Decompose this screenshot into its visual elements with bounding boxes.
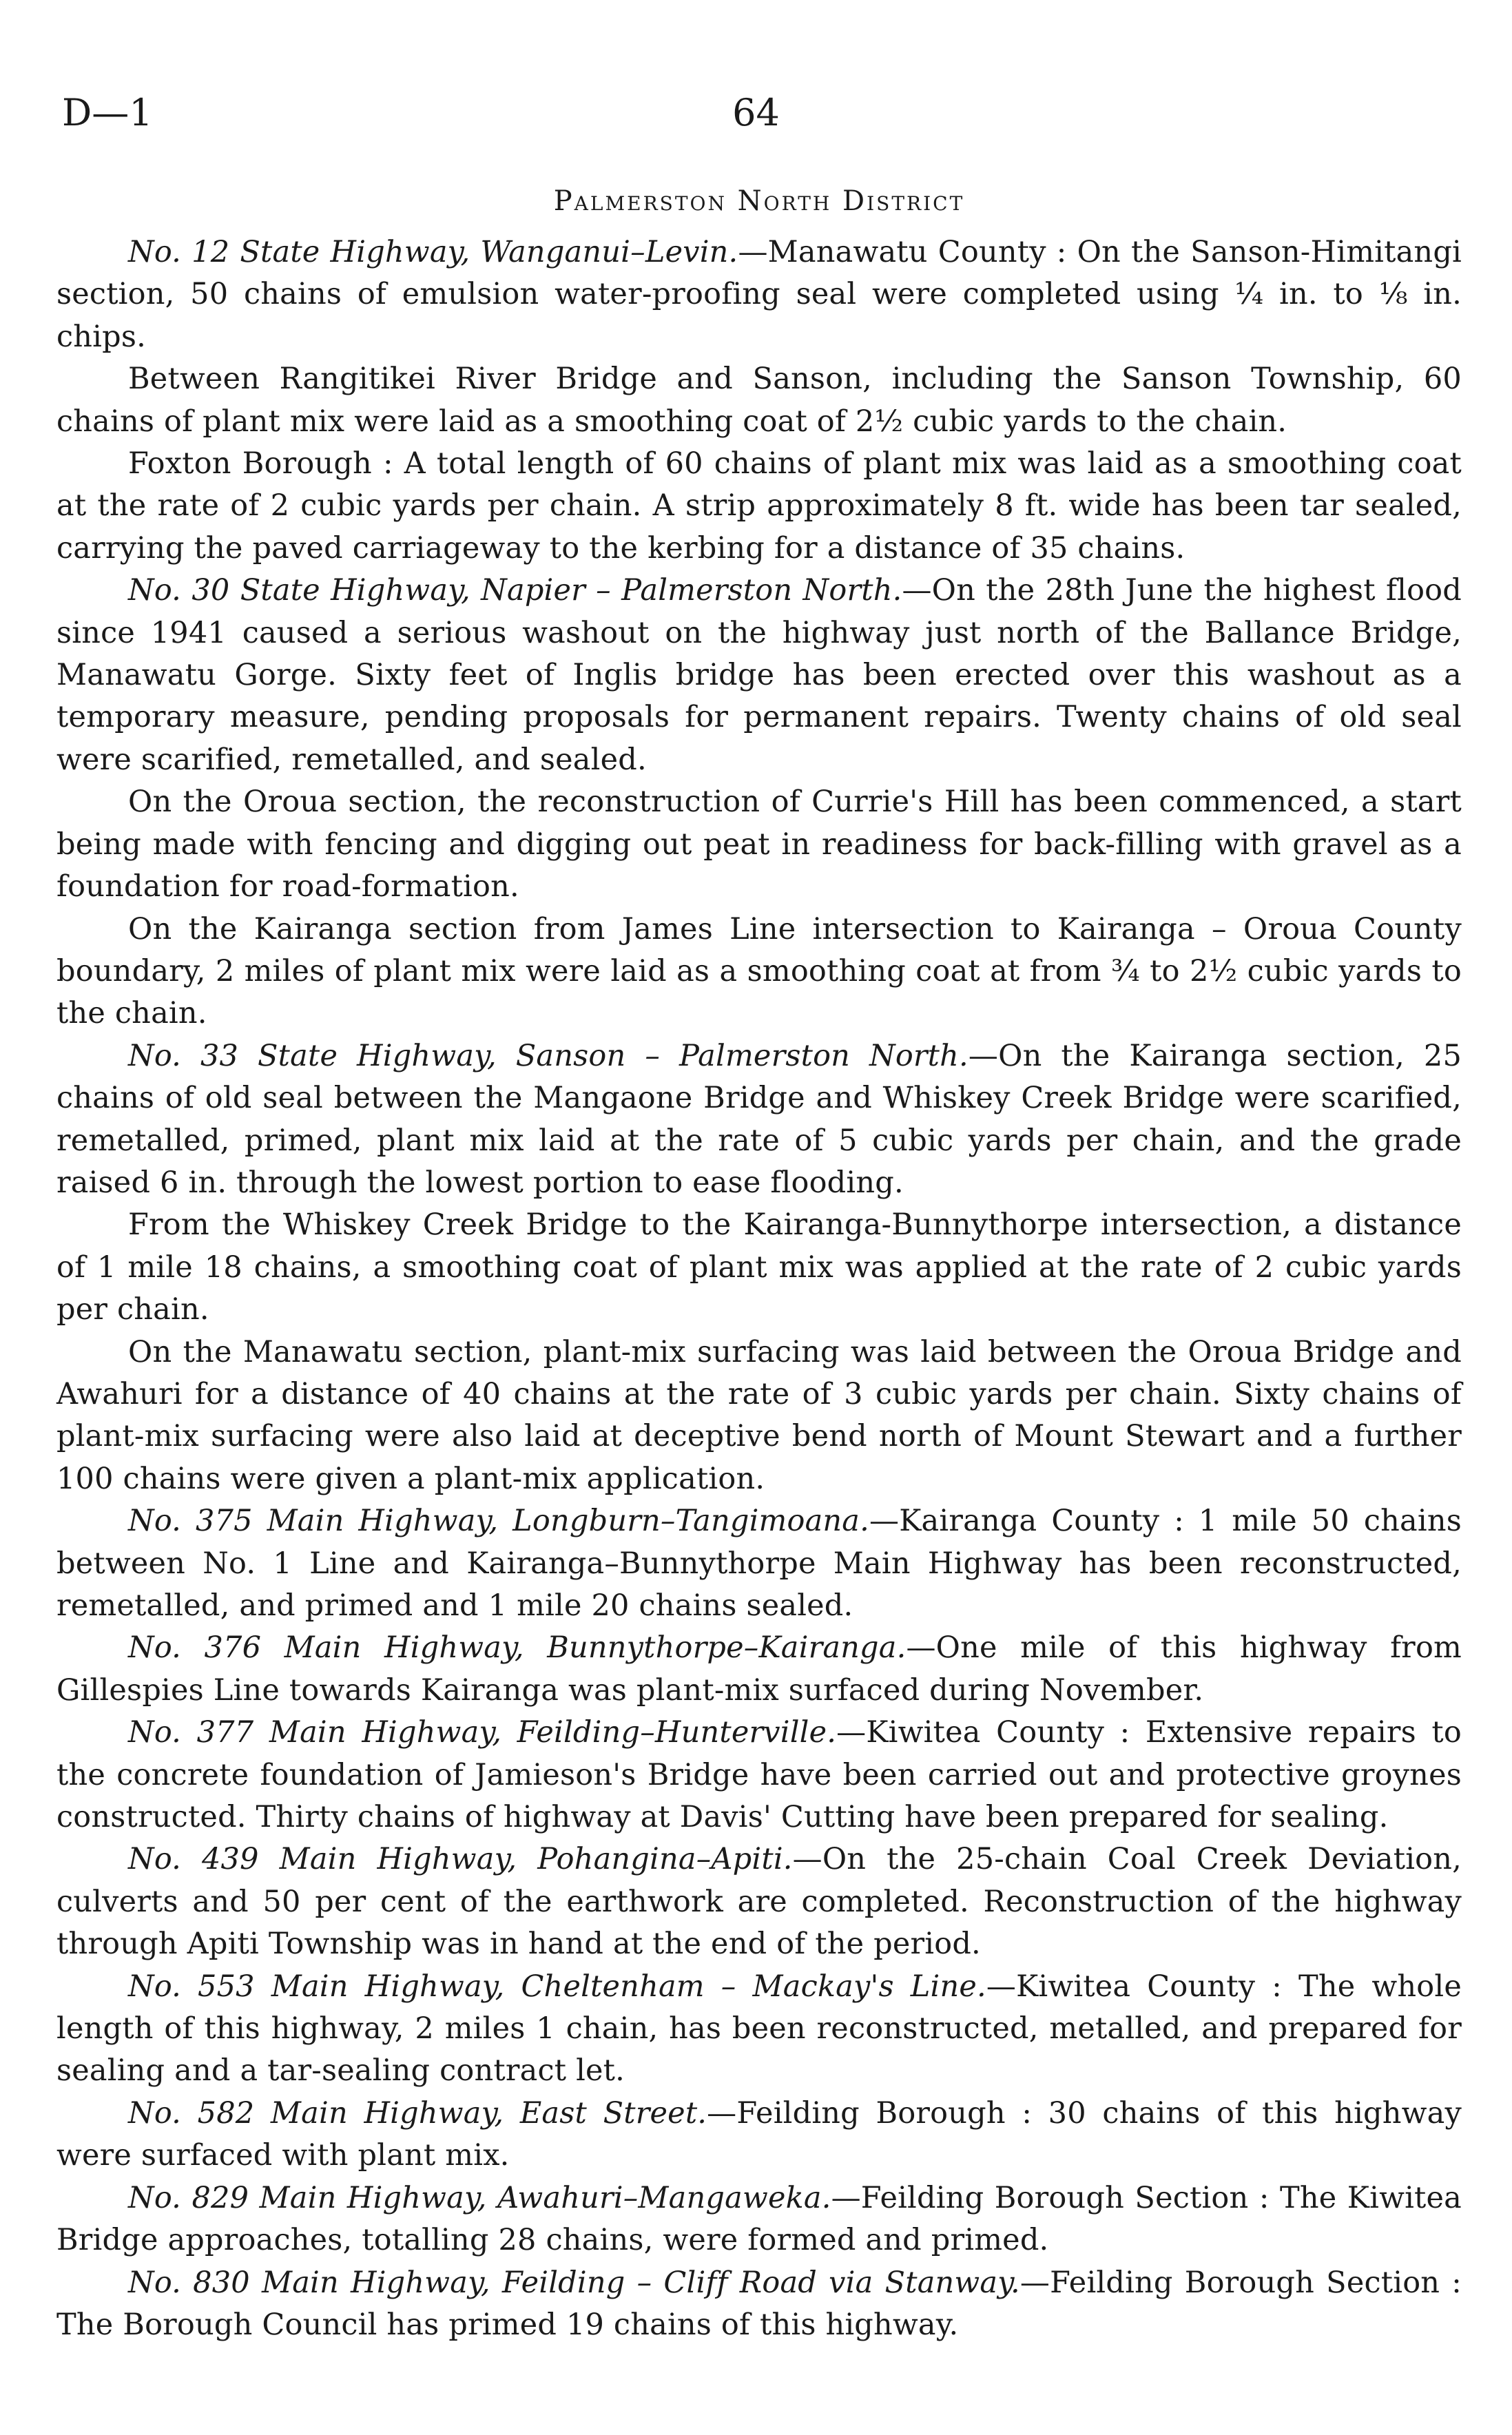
- paragraph: [56, 2177, 1462, 2262]
- route-label: No. 12 State Highway, Wanganui–Levin.: [128, 235, 738, 269]
- paragraph: [56, 1204, 1462, 1331]
- section-heading: Palmerston North District: [553, 185, 965, 217]
- route-label: No. 376 Main Highway, Bunnythorpe–Kairanga.: [128, 1630, 907, 1666]
- paragraph-text: —On the 28th June the highest flood since 1941 caused a serious washout on the highway just north of the Ballance Bridge, Manawatu Gorge. Sixty feet of Inglis bridge has been erected over this washout as a temporary measure, pending proposals for permanent repairs. Twenty chains of old seal were scarified, remetalled, and sealed.: [56, 573, 1462, 777]
- page-reference: D—1: [62, 91, 153, 134]
- route-label: No. 375 Main Highway, Longburn–Tangimoana.: [128, 1504, 870, 1539]
- paragraph-text: —On the 25-chain Coal Creek Deviation, culverts and 50 per cent of the earthwork are completed. Reconstruction of the highway through Apiti Township was in hand at the end of the period.: [56, 1842, 1462, 1962]
- paragraph: [56, 1712, 1462, 1838]
- paragraph-text: —Kiwitea County : The whole length of this highway, 2 miles 1 chain, has been reconstructed, metalled, and prepared for sealing and a tar-sealing contract let.: [56, 1969, 1462, 2089]
- paragraph: [56, 1035, 1462, 1205]
- paragraph-text: On the Oroua section, the reconstruction of Currie's Hill has been commenced, a start being made with fencing and digging out peat in readiness for back-filling with gravel as a foundation for road-formation.: [56, 785, 1462, 904]
- route-label: No. 30 State Highway, Napier – Palmerston North.: [128, 573, 902, 608]
- route-label: No. 553 Main Highway, Cheltenham – Mackay's Line.: [128, 1969, 986, 2004]
- route-label: No. 829 Main Highway, Awahuri–Mangaweka.: [128, 2180, 831, 2215]
- paragraph: [56, 1500, 1462, 1627]
- paragraph-text: —Feilding Borough Section : The Kiwitea Bridge approaches, totalling 28 chains, were formed and primed.: [56, 2180, 1462, 2258]
- paragraph: [56, 781, 1462, 908]
- paragraph-text: —Feilding Borough : 30 chains of this highway were surfaced with plant mix.: [56, 2095, 1462, 2173]
- route-label: No. 33 State Highway, Sanson – Palmerston North.: [128, 1038, 969, 1073]
- paragraph: [56, 1966, 1462, 2093]
- route-label: No. 830 Main Highway, Feilding – Cliff Road via Stanway.: [128, 2265, 1020, 2300]
- page-header: [62, 91, 1450, 139]
- paragraph: [56, 358, 1462, 443]
- paragraph-list: [56, 231, 1462, 2346]
- paragraph-text: —Manawatu County : On the Sanson-Himitangi section, 50 chains of emulsion water-proofing seal were completed using ¼ in. to ⅛ in. chips.: [56, 235, 1462, 354]
- paragraph: [56, 909, 1462, 1035]
- paragraph: [56, 2093, 1462, 2177]
- paragraph-text: On the Manawatu section, plant-mix surfacing was laid between the Oroua Bridge and Awahuri for a distance of 40 chains at the rate of 3 cubic yards per chain. Sixty chains of plant-mix surfacing were also laid at deceptive bend north of Mount Stewart and a further 100 chains were given a plant-mix application.: [56, 1334, 1462, 1496]
- paragraph-text: Foxton Borough : A total length of 60 chains of plant mix was laid as a smoothing coat at the rate of 2 cubic yards per chain. A strip approximately 8 ft. wide has been tar sealed, carrying the paved carriageway to the kerbing for a distance of 35 chains.: [56, 446, 1462, 566]
- paragraph-text: On the Kairanga section from James Line intersection to Kairanga – Oroua County boundary, 2 miles of plant mix were laid as a smoothing coat at from ¾ to 2½ cubic yards to the chain.: [56, 911, 1462, 1031]
- document-body: [56, 180, 1462, 2346]
- paragraph-text: —Kiwitea County : Extensive repairs to the concrete foundation of Jamieson's Bridge have been carried out and protective groynes constructed. Thirty chains of highway at Davis' Cutting have been prepared for sealing.: [56, 1715, 1462, 1835]
- paragraph-text: —One mile of this highway from Gillespies Line towards Kairanga was plant-mix surfaced during November.: [56, 1630, 1462, 1708]
- paragraph-text: —On the Kairanga section, 25 chains of old seal between the Mangaone Bridge and Whiskey Creek Bridge were scarified, remetalled, primed, plant mix laid at the rate of 5 cubic yards per chain, and the grade raised 6 in. through the lowest portion to ease flooding.: [56, 1038, 1462, 1200]
- paragraph: [56, 231, 1462, 358]
- paragraph: [56, 2262, 1462, 2347]
- route-label: No. 582 Main Highway, East Street.: [128, 2095, 707, 2131]
- paragraph-text: From the Whiskey Creek Bridge to the Kairanga-Bunnythorpe intersection, a distance of 1 mile 18 chains, a smoothing coat of plant mix was applied at the rate of 2 cubic yards per chain.: [56, 1208, 1462, 1327]
- paragraph: [56, 1627, 1462, 1712]
- paragraph: [56, 443, 1462, 570]
- paragraph: [56, 1838, 1462, 1965]
- route-label: No. 377 Main Highway, Feilding–Hunterville.: [128, 1715, 837, 1750]
- paragraph-text: —Kairanga County : 1 mile 50 chains between No. 1 Line and Kairanga–Bunnythorpe Main Highway has been reconstructed, remetalled, and primed and 1 mile 20 chains sealed.: [56, 1504, 1462, 1623]
- paragraph-text: —Feilding Borough Section : The Borough Council has primed 19 chains of this highway.: [56, 2265, 1462, 2342]
- page-number: 64: [732, 91, 780, 134]
- paragraph-text: Between Rangitikei River Bridge and Sanson, including the Sanson Township, 60 chains of plant mix were laid as a smoothing coat of 2½ cubic yards to the chain.: [56, 362, 1462, 439]
- paragraph: [56, 1332, 1462, 1501]
- route-label: No. 439 Main Highway, Pohangina–Apiti.: [128, 1842, 793, 1877]
- paragraph: [56, 570, 1462, 781]
